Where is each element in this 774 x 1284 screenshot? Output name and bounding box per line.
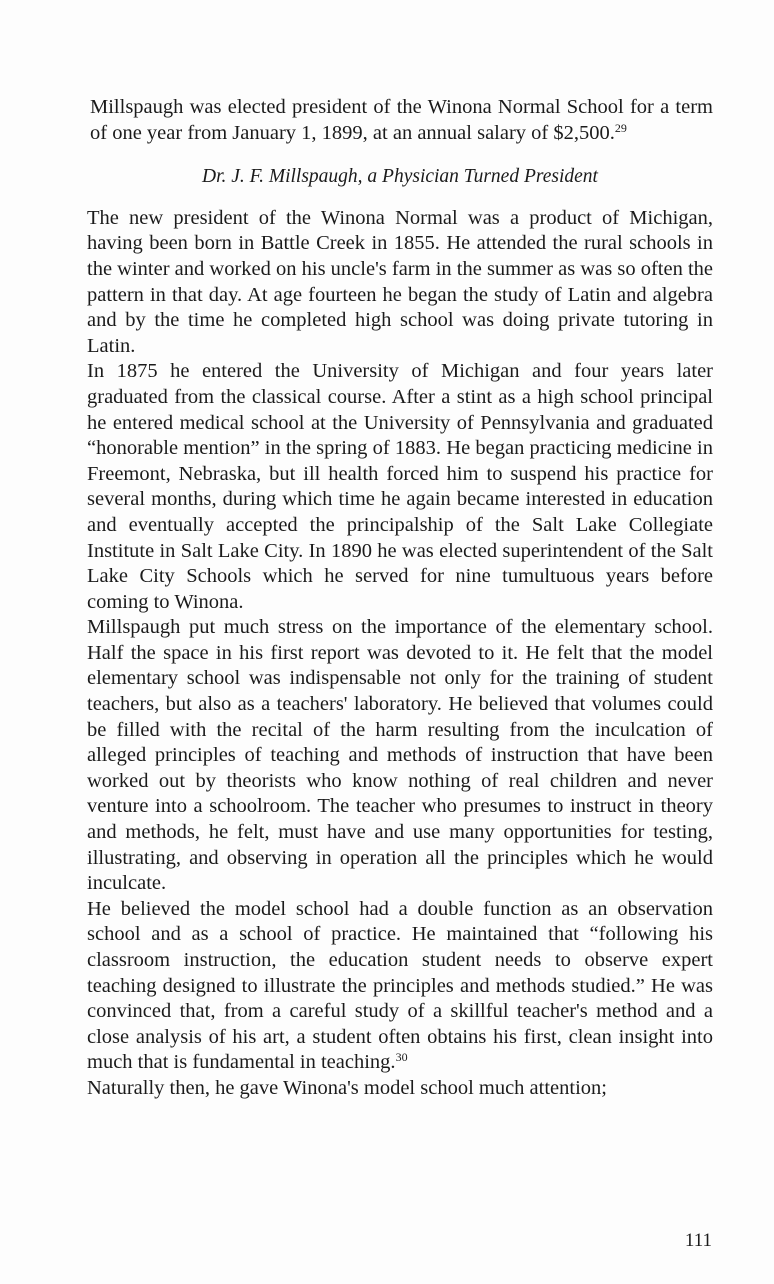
paragraph: [87, 206, 713, 360]
section-heading: Dr. J. F. Millspaugh, a Physician Turned President: [202, 166, 598, 188]
opening-paragraph-text: Millspaugh was elected president of the Winona Normal School for a term of one year from January 1, 1899, at an annual salary of $2,500.: [90, 96, 713, 144]
paragraph: [87, 1076, 713, 1102]
footnote-marker: 29: [614, 120, 627, 135]
page-number: 111: [684, 1230, 712, 1251]
footnote-marker: 30: [395, 1050, 408, 1065]
paragraph-text: In 1875 he entered the University of Michigan and four years later graduated from the classical course. After a stint as a high school principal he entered medical school at the University of Pennsylvania and graduated “honorable mention” in the spring of 1883. He began practicing medicine in Freemont, Nebraska, but ill health forced him to suspend his practice for several months, during which time he again became interested in education and eventually accepted the principalship of the Salt Lake Collegiate Institute in Salt Lake City. In 1890 he was elected superintendent of the Salt Lake City Schools which he served for nine tumultuous years before coming to Winona.: [87, 360, 713, 613]
body-text: [87, 95, 713, 1102]
paragraph-text: He believed the model school had a double function as an observation school and as a school of practice. He maintained that “following his classroom instruction, the education student needs to observe expert teaching designed to illustrate the principles and methods studied.” He was convinced that, from a careful study of a skillful teacher's method and a close analysis of his art, a student often obtains his first, clean insight into much that is fundamental in teaching.: [87, 897, 713, 1074]
paragraph: [87, 897, 713, 1076]
paragraph-text: Millspaugh put much stress on the importance of the elementary school. Half the space in his first report was devoted to it. He felt that the model elementary school was indispensable not only for the training of student teachers, but also as a teachers' laboratory. He believed that volumes could be filled with the recital of the harm resulting from the inculcation of alleged principles of teaching and methods of instruction that have been worked out by theorists who know nothing of real children and never venture into a schoolroom. The teacher who presumes to instruct in theory and methods, he felt, must have and use many opportunities for testing, illustrating, and observing in operation all the principles which he would inculcate.: [87, 616, 713, 895]
paragraph-text: Naturally then, he gave Winona's model school much attention;: [87, 1076, 607, 1099]
opening-paragraph: [87, 95, 713, 146]
paragraph-text: The new president of the Winona Normal was a product of Michigan, having been born in Battle Creek in 1855. He attended the rural schools in the winter and worked on his uncle's farm in the summer as was so often the pattern in that day. At age fourteen he began the study of Latin and algebra and by the time he completed high school was doing private tutoring in Latin.: [87, 206, 713, 357]
paragraph: [87, 359, 713, 615]
paragraph: [87, 615, 713, 897]
